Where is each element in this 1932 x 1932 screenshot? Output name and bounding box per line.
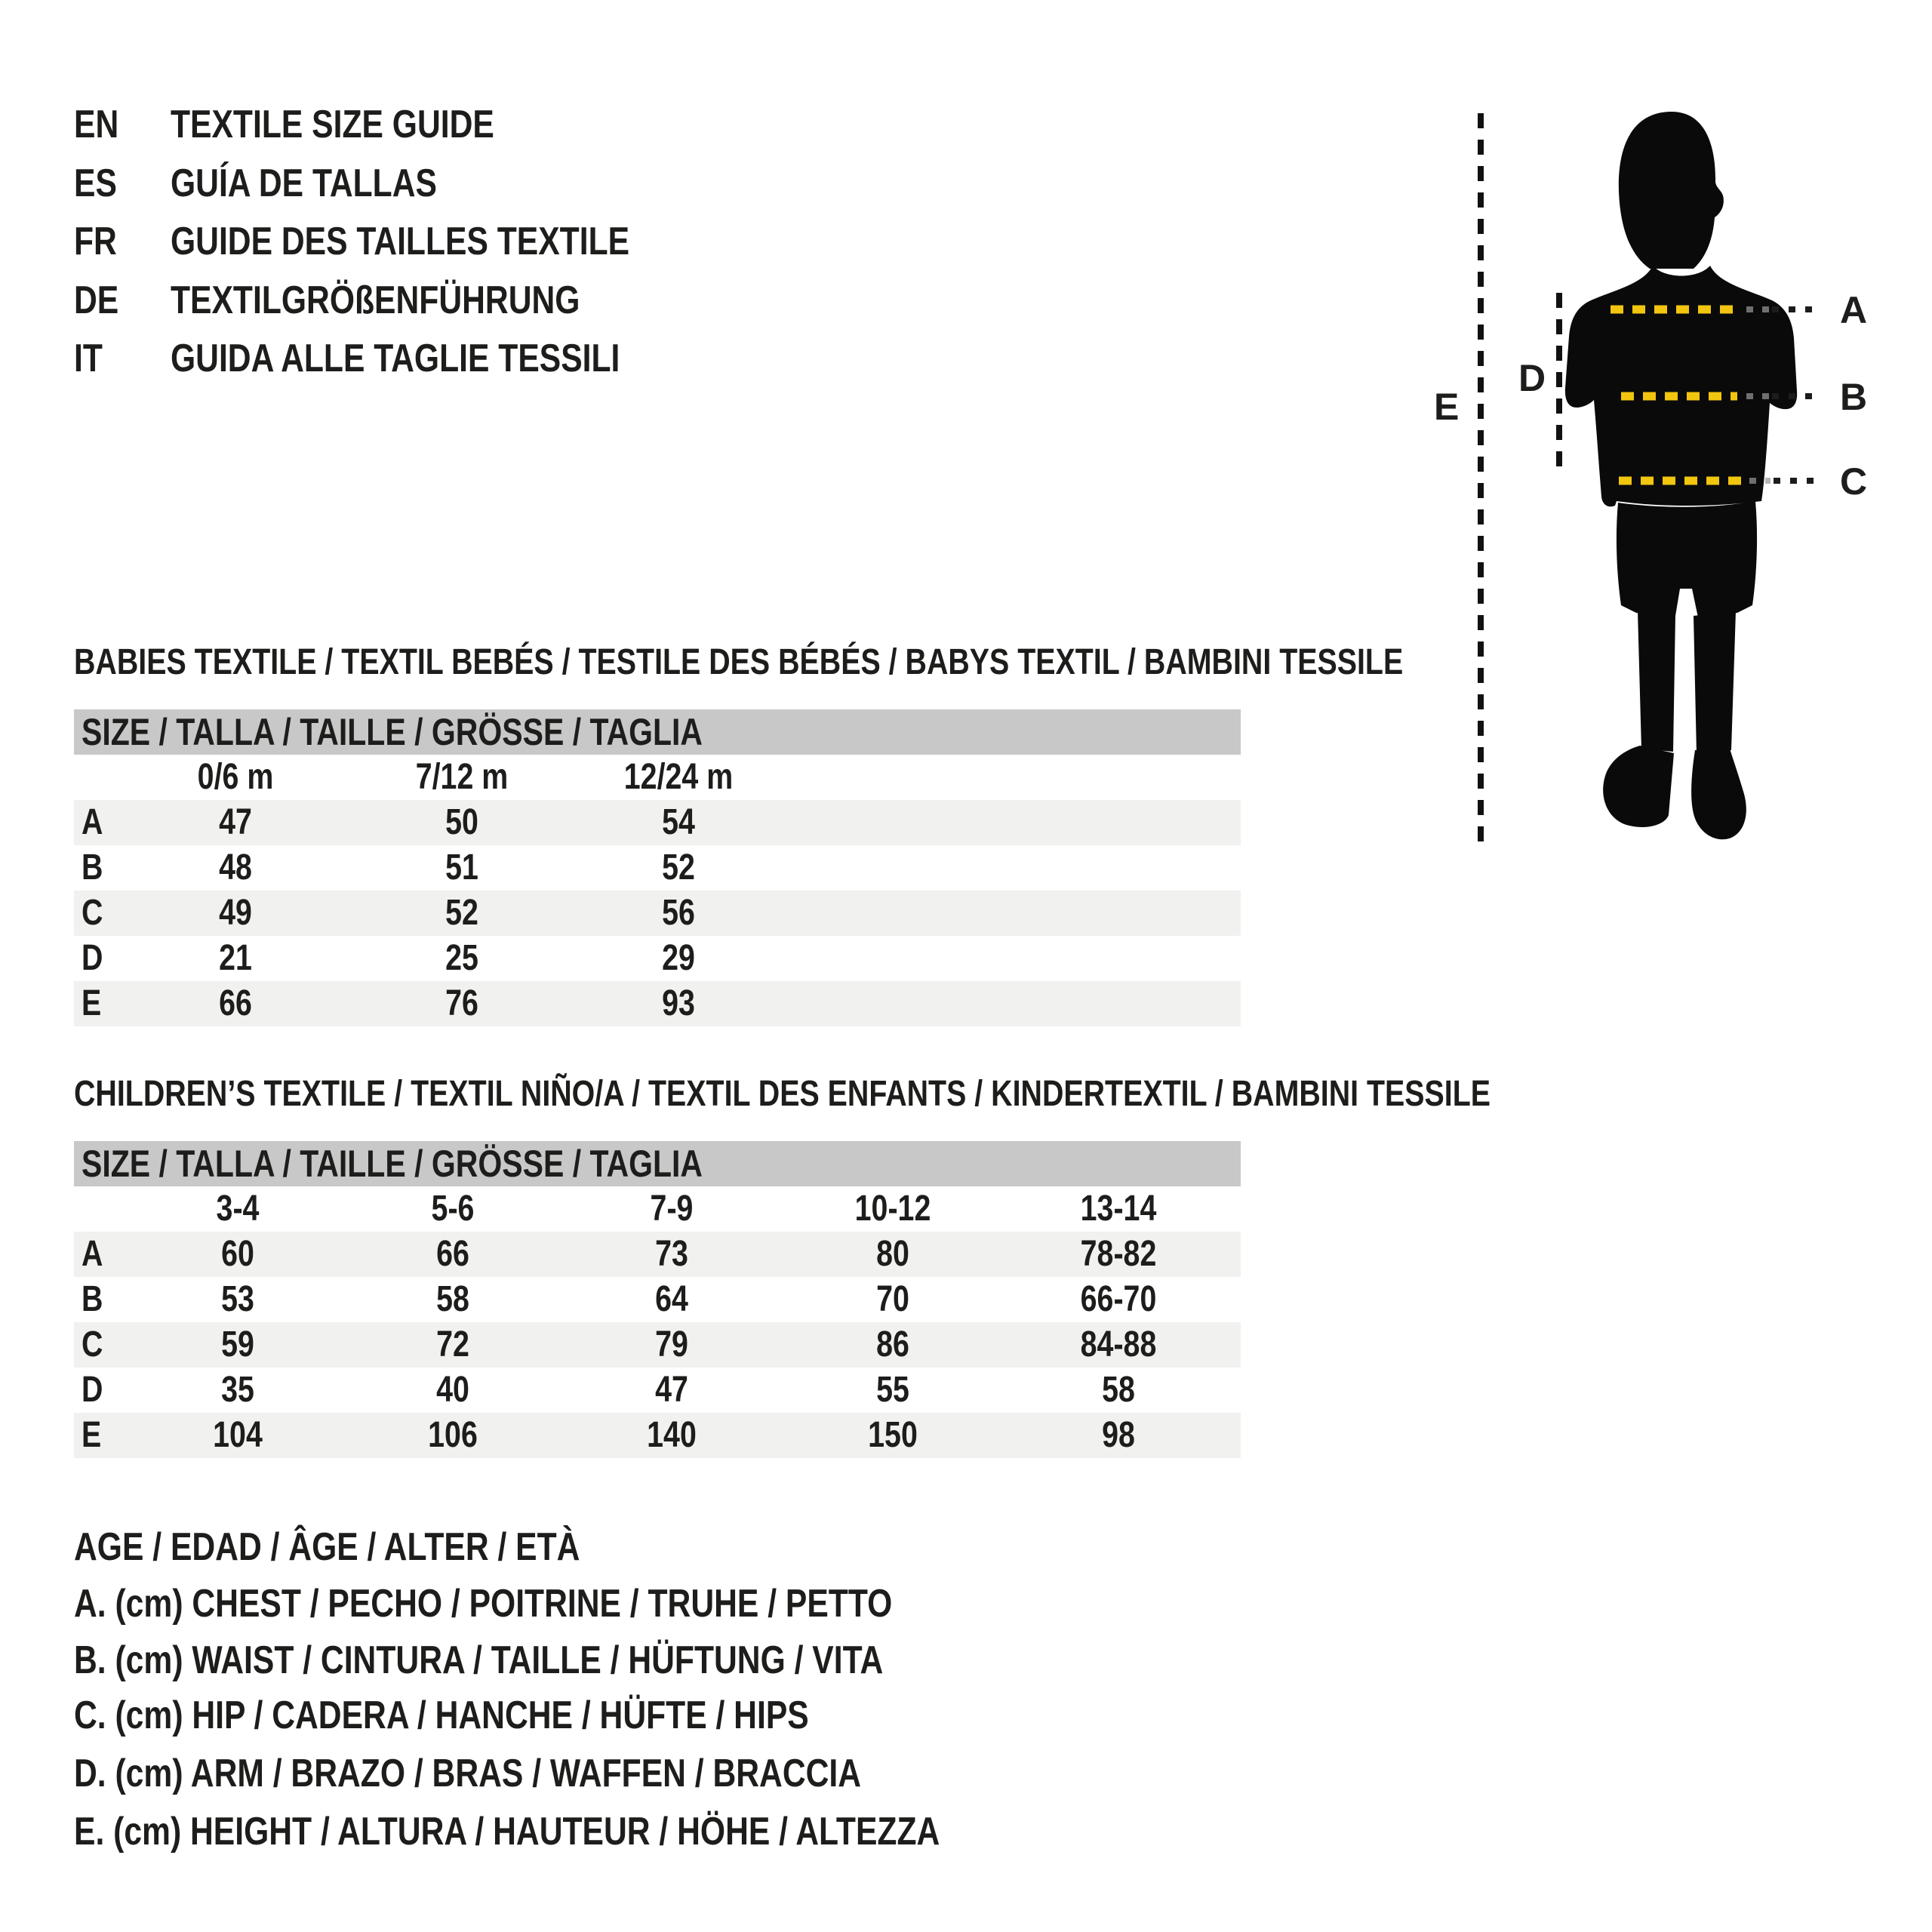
row-label: D [82, 1370, 103, 1410]
language-code: EN [74, 103, 119, 146]
silhouette-head [1619, 112, 1724, 269]
language-guide-title: GUIDE DES TAILLES TEXTILE [171, 220, 630, 263]
table-cell: 73 [655, 1234, 688, 1274]
babies-section-title [74, 643, 1695, 683]
silhouette-shirt [1565, 266, 1797, 506]
babies-size-header-bar [74, 709, 1241, 755]
row-label: C [82, 893, 103, 933]
babies-column-header-row [74, 755, 1241, 800]
table-cell: 58 [1102, 1370, 1135, 1410]
language-guide-title: GUIDA ALLE TAGLIE TESSILI [171, 337, 620, 380]
children-column-header: 3-4 [216, 1189, 260, 1229]
table-cell: 55 [876, 1370, 909, 1410]
row-label: A [82, 1234, 103, 1274]
language-row-fr [74, 220, 731, 263]
table-row [74, 1413, 1241, 1458]
table-cell: 53 [221, 1279, 254, 1319]
table-cell: 35 [221, 1370, 254, 1410]
table-cell: 66-70 [1080, 1279, 1157, 1319]
table-row [74, 891, 1241, 936]
table-cell: 52 [662, 848, 695, 888]
children-section-title-text: CHILDREN’S TEXTILE / TEXTIL NIÑO/A / TEXTIL DES ENFANTS / KINDERTEXTIL / BAMBINI TESSILE [74, 1074, 1491, 1114]
children-section-title [74, 1075, 1801, 1115]
table-cell: 93 [662, 983, 695, 1023]
legend-item-hip: C. (cm) HIP / CADERA / HANCHE / HÜFTE / HIPS [74, 1694, 809, 1737]
silhouette-right-shoe [1691, 749, 1746, 839]
language-row-es [74, 162, 495, 205]
table-cell: 40 [436, 1370, 469, 1410]
table-cell: 47 [655, 1370, 688, 1410]
table-cell: 58 [436, 1279, 469, 1319]
row-label: D [82, 938, 103, 978]
table-cell: 50 [445, 802, 478, 842]
table-cell: 25 [445, 938, 478, 978]
table-cell: 56 [662, 893, 695, 933]
table-row [74, 845, 1241, 891]
table-cell: 78-82 [1080, 1234, 1157, 1274]
child-silhouette [1565, 112, 1797, 839]
table-cell: 70 [876, 1279, 909, 1319]
table-row [74, 1367, 1241, 1413]
marker-label-D: D [1518, 357, 1546, 399]
row-label: C [82, 1324, 103, 1364]
row-label: A [82, 802, 103, 842]
legend-age-line: AGE / EDAD / ÂGE / ALTER / ETÀ [74, 1525, 580, 1569]
table-row [74, 1232, 1241, 1277]
children-size-header-text: SIZE / TALLA / TAILLE / GRÖSSE / TAGLIA [82, 1143, 703, 1185]
table-cell: 140 [647, 1415, 697, 1455]
table-cell: 51 [445, 848, 478, 888]
table-row [74, 1322, 1241, 1367]
table-cell: 84-88 [1080, 1324, 1157, 1364]
children-column-header: 10-12 [854, 1189, 931, 1229]
babies-section-title-text: BABIES TEXTILE / TEXTIL BEBÉS / TESTILE DES BÉBÉS / BABYS TEXTIL / BAMBINI TESSILE [74, 642, 1404, 682]
language-code: FR [74, 220, 117, 263]
children-column-header: 7-9 [650, 1189, 694, 1229]
table-cell: 59 [221, 1324, 254, 1364]
legend-item-chest: A. (cm) CHEST / PECHO / POITRINE / TRUHE / PETTO [74, 1582, 893, 1626]
silhouette-shorts [1617, 501, 1757, 617]
table-cell: 104 [213, 1415, 263, 1455]
table-cell: 54 [662, 802, 695, 842]
marker-label-A: A [1840, 289, 1868, 331]
row-label: B [82, 848, 103, 888]
marker-label-C: C [1840, 460, 1868, 503]
language-code: ES [74, 162, 117, 205]
row-label: E [82, 1415, 102, 1455]
legend-item-height: E. (cm) HEIGHT / ALTURA / HAUTEUR / HÖHE / ALTEZZA [74, 1810, 940, 1854]
language-row-de [74, 279, 670, 322]
table-cell: 52 [445, 893, 478, 933]
children-size-header-bar [74, 1141, 1241, 1186]
children-column-header-row [74, 1186, 1241, 1232]
table-cell: 66 [436, 1234, 469, 1274]
table-row [74, 981, 1241, 1026]
table-cell: 72 [436, 1324, 469, 1364]
legend-item-waist: B. (cm) WAIST / CINTURA / TAILLE / HÜFTUNG / VITA [74, 1638, 884, 1682]
table-cell: 80 [876, 1234, 909, 1274]
table-cell: 98 [1102, 1415, 1135, 1455]
table-row [74, 936, 1241, 981]
table-cell: 60 [221, 1234, 254, 1274]
table-cell: 47 [219, 802, 252, 842]
language-code: IT [74, 337, 103, 380]
children-size-table [74, 1141, 1241, 1458]
babies-column-header: 12/24 m [623, 757, 734, 797]
table-cell: 106 [428, 1415, 478, 1455]
children-column-header: 13-14 [1080, 1189, 1157, 1229]
babies-size-table [74, 709, 1241, 1026]
silhouette-left-shoe [1603, 746, 1674, 827]
marker-label-E: E [1434, 386, 1460, 428]
row-label: B [82, 1279, 103, 1319]
babies-column-header: 0/6 m [197, 757, 274, 797]
marker-label-B: B [1840, 376, 1868, 418]
child-silhouette-figure [1426, 98, 1932, 853]
language-code: DE [74, 278, 119, 322]
table-cell: 21 [219, 938, 252, 978]
babies-size-header-text: SIZE / TALLA / TAILLE / GRÖSSE / TAGLIA [82, 711, 703, 753]
legend-item-arm: D. (cm) ARM / BRAZO / BRAS / WAFFEN / BRACCIA [74, 1752, 862, 1795]
table-cell: 48 [219, 848, 252, 888]
language-guide-title: GUÍA DE TALLAS [171, 162, 437, 205]
language-guide-title: TEXTILE SIZE GUIDE [171, 103, 494, 146]
table-cell: 150 [868, 1415, 918, 1455]
table-cell: 79 [655, 1324, 688, 1364]
table-cell: 29 [662, 938, 695, 978]
table-cell: 66 [219, 983, 252, 1023]
table-cell: 64 [655, 1279, 688, 1319]
table-cell: 49 [219, 893, 252, 933]
table-row [74, 1277, 1241, 1322]
table-row [74, 800, 1241, 845]
table-cell: 86 [876, 1324, 909, 1364]
row-label: E [82, 983, 102, 1023]
babies-column-header: 7/12 m [415, 757, 509, 797]
children-column-header: 5-6 [431, 1189, 475, 1229]
silhouette-right-leg [1694, 611, 1736, 753]
table-cell: 76 [445, 983, 478, 1023]
language-guide-title: TEXTILGRÖßENFÜHRUNG [171, 278, 580, 322]
language-row-en [74, 103, 565, 146]
language-row-it [74, 337, 718, 380]
